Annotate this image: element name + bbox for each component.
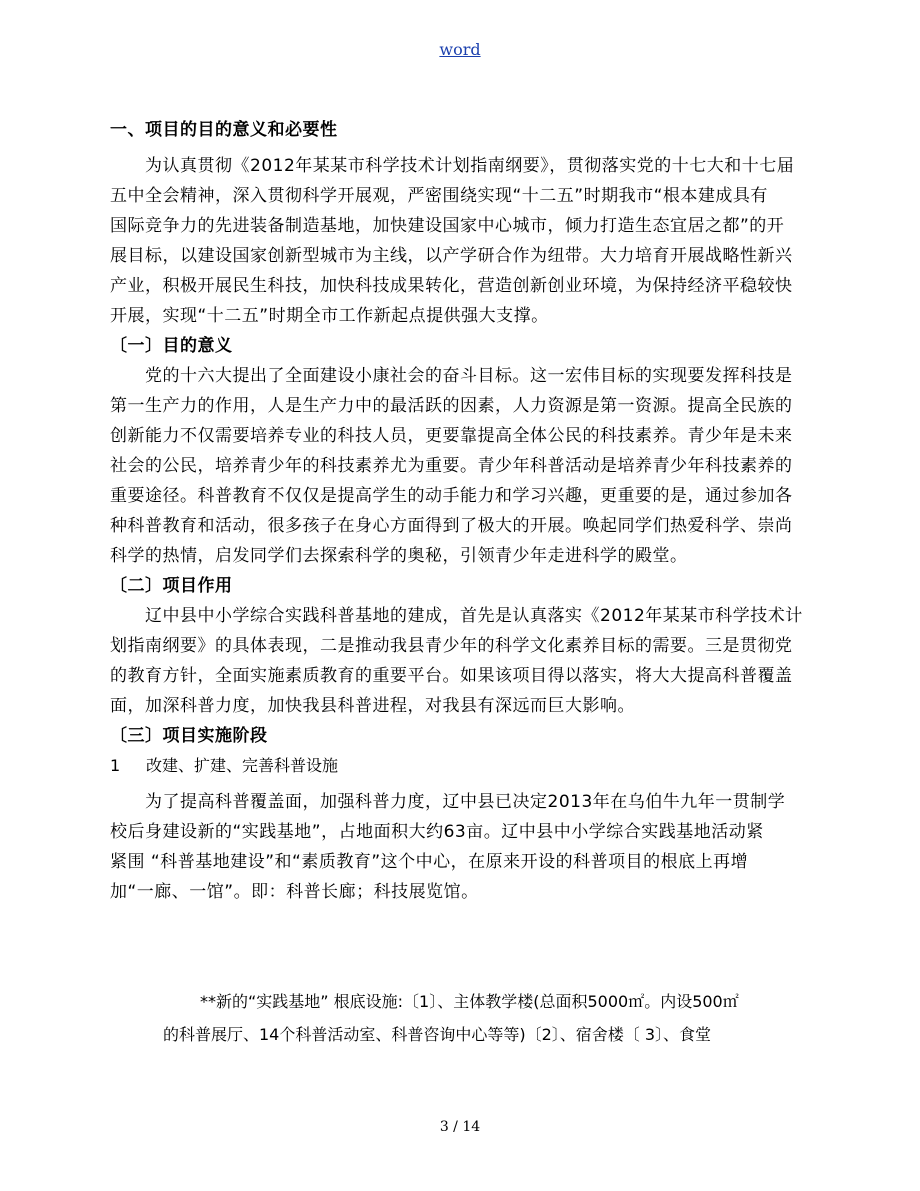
text-line: 的教育方针，全面实施素质教育的重要平台。如果该项目得以落实，将大大提高科普覆盖: [110, 666, 793, 686]
subsection-heading-role: 〔二〕项目作用: [110, 576, 233, 596]
text-line: 面，加深科普力度，加快我县科普进程，对我县有深远而巨大影响。: [110, 696, 635, 716]
text-line: 为了提高科普覆盖面，加强科普力度，辽中县已决定2013年在乌伯牛九年一贯制学: [145, 792, 786, 812]
basis-facilities-line-2: 的科普展厅、14个科普活动室、科普咨询中心等等)〔2〕、宿舍楼〔 3〕、食堂: [163, 1025, 712, 1044]
text-line: 科学的热情，启发同学们去探索科学的奥秘，引领青少年走进科学的殿堂。: [110, 546, 688, 566]
text-line: 校后身建设新的“实践基地”，占地面积大约63亩。辽中县中小学综合实践基地活动紧: [110, 822, 764, 842]
text-line: 辽中县中小学综合实践科普基地的建成，首先是认真落实《2012年某某市科学技术计: [145, 606, 803, 626]
paragraph-facilities: [110, 787, 822, 907]
list-item: [110, 751, 822, 781]
section-heading-1: 一、项目的目的意义和必要性: [110, 120, 338, 140]
text-line: 社会的公民，培养青少年的科技素养尤为重要。青少年科普活动是培养青少年科技素养的: [110, 456, 793, 476]
list-item-text: 改建、扩建、完善科普设施: [146, 756, 339, 775]
text-line: 为认真贯彻《2012年某某市科学技术计划指南纲要》，贯彻落实党的十七大和十七届: [145, 156, 795, 176]
subsection-heading-phases: 〔三〕项目实施阶段: [110, 726, 268, 746]
page-number: 3 / 14: [439, 1119, 481, 1135]
document-body: [110, 115, 822, 907]
text-line: 划指南纲要》的具体表现，二是推动我县青少年的科学文化素养目标的需要。三是贯彻党: [110, 636, 793, 656]
text-line: 五中全会精神，深入贯彻科学开展观，严密围绕实现“十二五”时期我市“根本建成具有: [110, 186, 768, 206]
paragraph-purpose: [110, 151, 822, 331]
text-line: 种科普教育和活动，很多孩子在身心方面得到了极大的开展。唤起同学们热爱科学、崇尚: [110, 516, 793, 536]
text-line: 重要途径。科普教育不仅仅是提高学生的动手能力和学习兴趣，更重要的是，通过参加各: [110, 486, 793, 506]
text-line: 创新能力不仅需要培养专业的科技人员，更要靠提高全体公民的科技素养。青少年是未来: [110, 426, 793, 446]
list-item-number: 1: [110, 756, 121, 775]
text-line: 国际竞争力的先进装备制造基地，加快建设国家中心城市，倾力打造生态宜居之都”的开: [110, 216, 785, 236]
text-line: 紧围 “科普基地建设”和“素质教育”这个中心，在原来开设的科普项目的根底上再增: [110, 852, 749, 872]
basis-facilities-line-1: **新的“实践基地” 根底设施:〔1〕、主体教学楼(总面积5000㎡。内设500㎡: [200, 992, 739, 1011]
paragraph-role: [110, 601, 822, 721]
text-line: 加“一廊、一馆”。即：科普长廊；科技展览馆。: [110, 882, 479, 902]
text-line: 党的十六大提出了全面建设小康社会的奋斗目标。这一宏伟目标的实现要发挥科技是: [145, 366, 793, 386]
text-line: 产业，积极开展民生科技，加快科技成果转化，营造创新创业环境，为保持经济平稳较快: [110, 276, 793, 296]
text-line: 展目标，以建设国家创新型城市为主线，以产学研合作为纽带。大力培育开展战略性新兴: [110, 246, 793, 266]
header-word-link[interactable]: word: [439, 40, 481, 59]
text-line: 开展，实现“十二五”时期全市工作新起点提供强大支撑。: [110, 306, 549, 326]
subsection-heading-significance: 〔一〕目的意义: [110, 336, 233, 356]
text-line: 第一生产力的作用，人是生产力中的最活跃的因素，人力资源是第一资源。提高全民族的: [110, 396, 793, 416]
paragraph-significance: [110, 361, 822, 571]
